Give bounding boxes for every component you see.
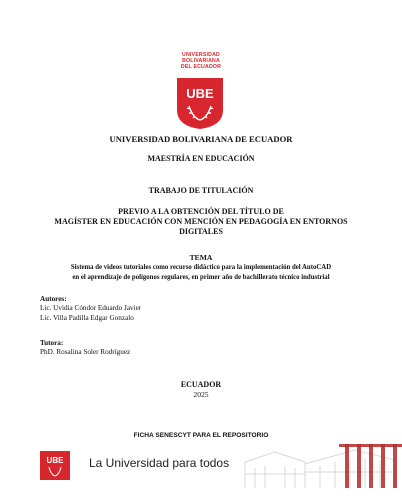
logo-name-line1: UNIVERSIDAD (182, 52, 220, 58)
degree-purpose (0, 207, 402, 237)
ficha-heading: FICHA SENESCYT PARA EL REPOSITORIO (133, 432, 269, 439)
logo-acronym: UBE (186, 86, 214, 101)
purpose-line-1: PREVIO A LA OBTENCIÓN DEL TÍTULO DE (118, 207, 284, 216)
authors-heading: Autores: (40, 295, 67, 303)
author-name: Lic. Uvidia Cóndor Eduardo Javier (40, 304, 142, 312)
topic-heading: TEMA (189, 253, 213, 262)
author-name: Lic. Villa Padilla Edgar Gonzalo (40, 314, 134, 322)
building-illustration (235, 444, 402, 488)
slogan: La Universidad para todos (89, 456, 230, 470)
tutor-heading: Tutora: (40, 339, 64, 347)
program-title: MAESTRÍA EN EDUCACIÓN (147, 154, 255, 163)
purpose-line-3: DIGITALES (179, 227, 223, 236)
logo-name-line2: BOLIVARIANA (182, 58, 220, 64)
footer-logo-acronym: UBE (46, 456, 64, 465)
year: 2025 (193, 390, 209, 399)
work-type: TRABAJO DE TITULACIÓN (148, 186, 254, 195)
topic-line-2: en el aprendizaje de polígonos regulares, en primer año de bachillerato técnico industrial (72, 273, 330, 281)
topic-text (0, 263, 402, 282)
topic-line-1: Sistema de videos tutoriales como recurso didáctico para la implementación del AutoCAD (70, 264, 332, 271)
country: ECUADOR (180, 380, 222, 389)
logo-name-line3: DEL ECUADOR (180, 64, 222, 70)
university-logo (175, 76, 225, 130)
purpose-line-2: MAGÍSTER EN EDUCACIÓN CON MENCIÓN EN PEDAGOGÍA EN ENTORNOS (54, 217, 348, 226)
tutor-name: PhD. Rosalina Soler Rodríguez (40, 348, 131, 356)
university-title: UNIVERSIDAD BOLIVARIANA DE ECUADOR (109, 134, 293, 144)
footer-logo (40, 451, 70, 480)
